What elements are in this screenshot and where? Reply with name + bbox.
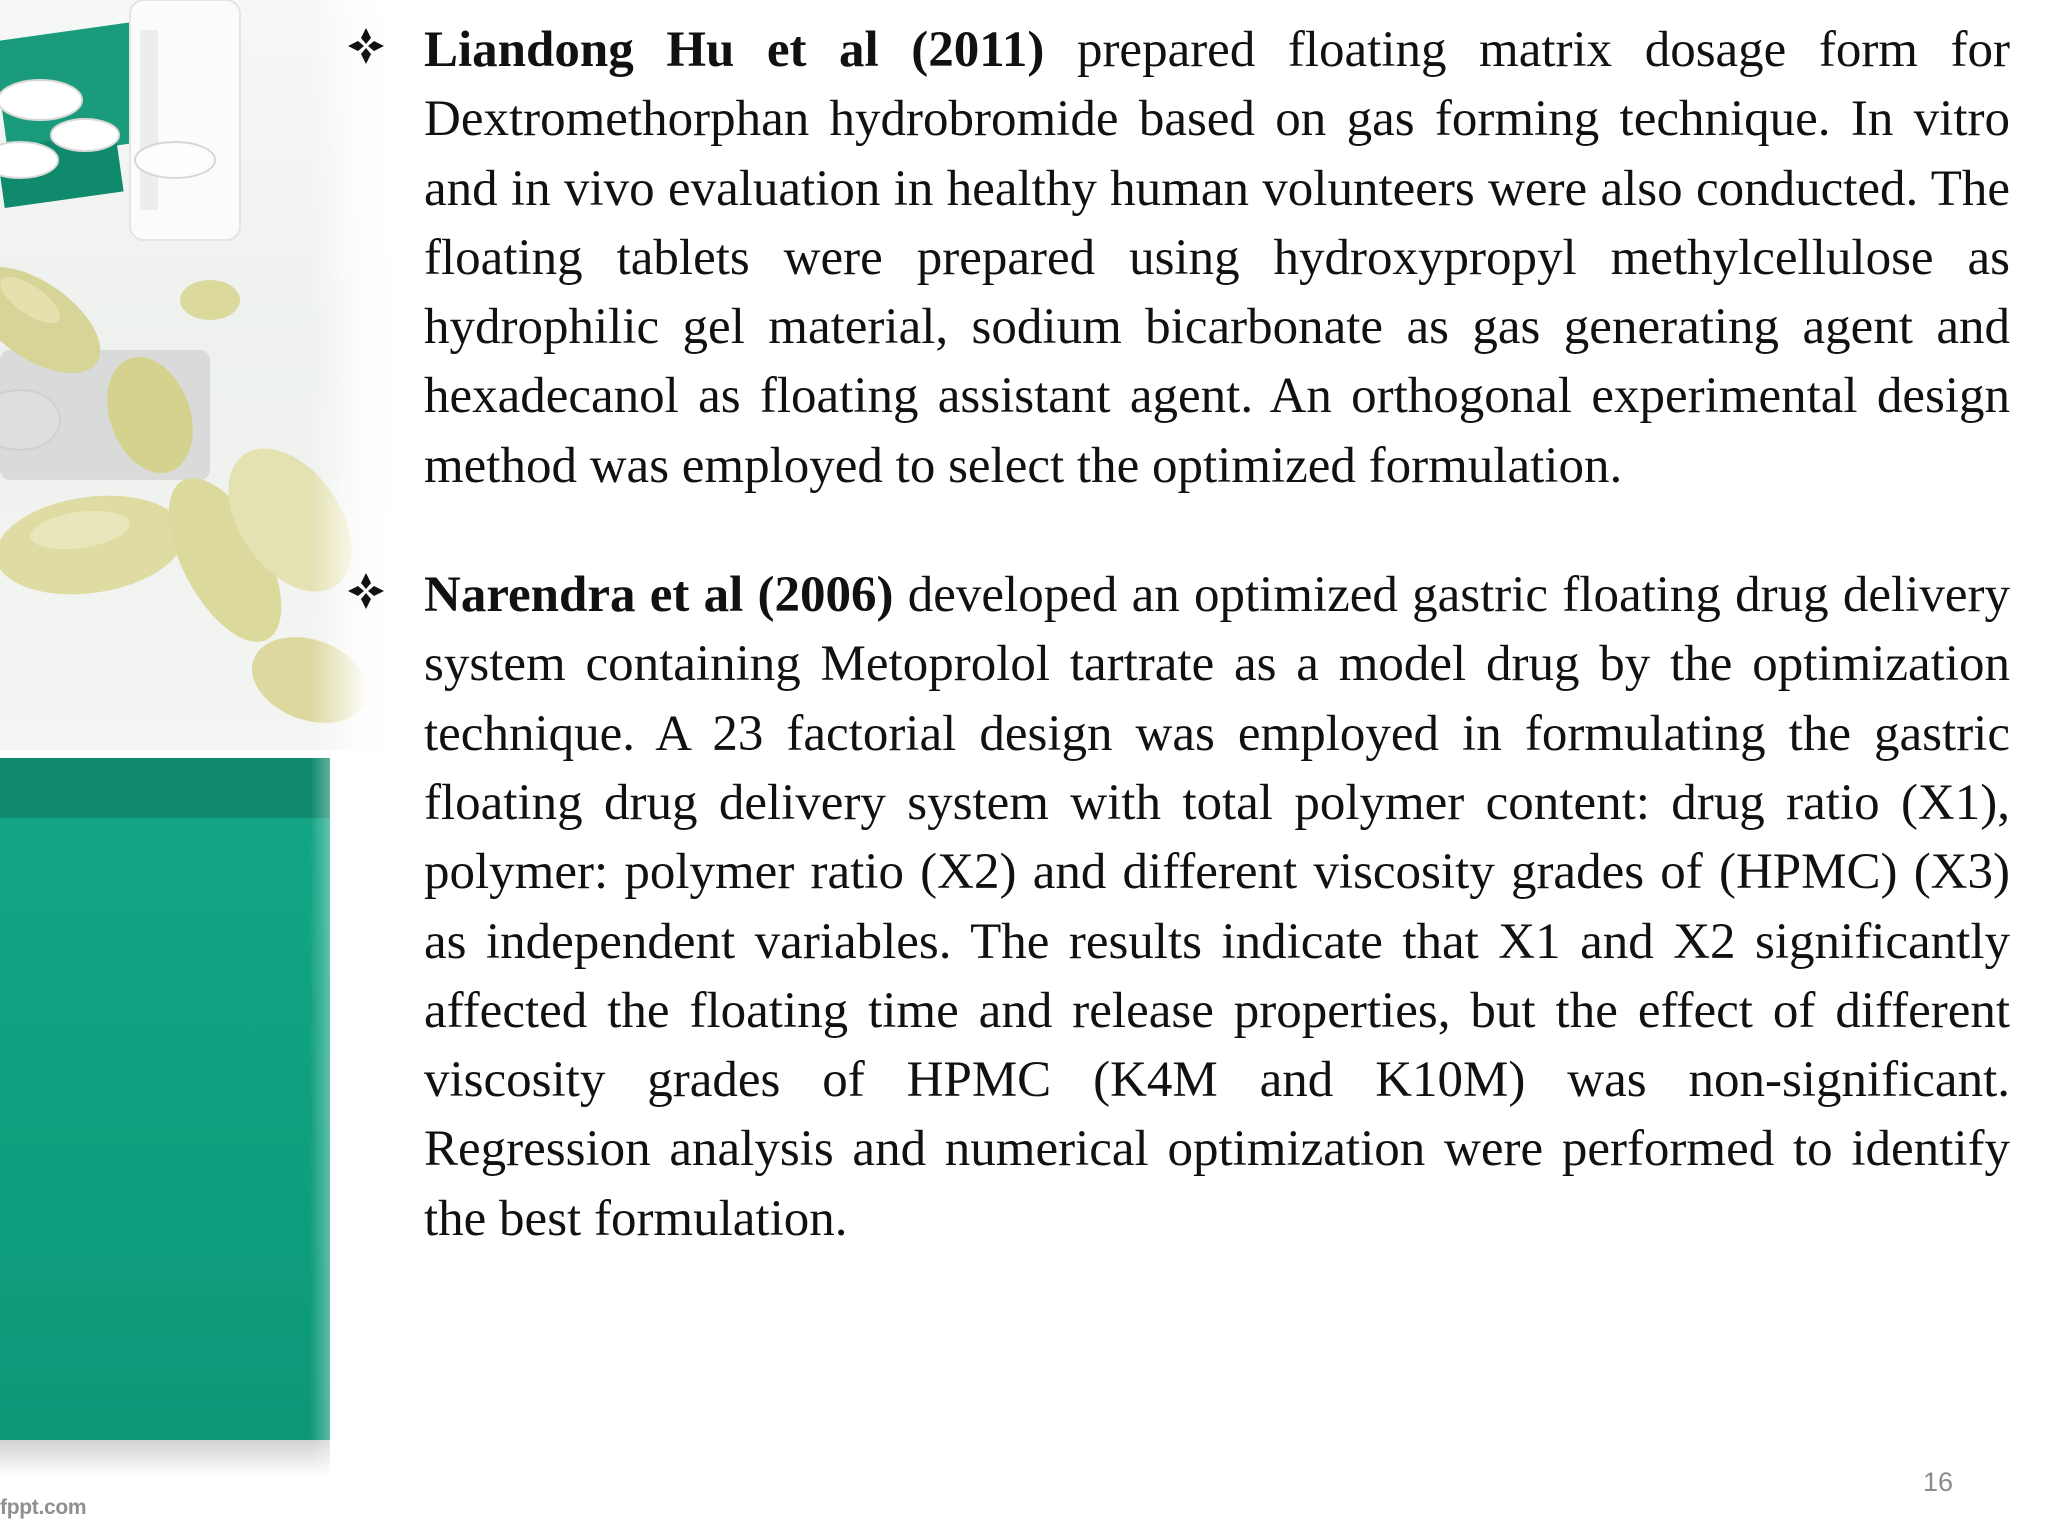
page-number: 16 [1922, 1467, 1953, 1497]
fppt-logo: fppt.com [0, 1496, 87, 1519]
bullet-paragraph [424, 561, 2010, 1254]
bullet-lead: Narendra et al (2006) [424, 567, 894, 624]
bullet-body: prepared floating matrix dosage form for Dextromethorphan hydrobromide based on gas forming technique. In vitro and in vivo evaluation in healthy human volunteers were also conducted. The floating tablets were prepared using hydroxypropyl methylcellulose as hydrophilic gel material, sodium bicarbonate as gas generating agent and hexadecanol as floating assistant agent. An orthogonal experimental design method was employed to select the optimized formulation. [424, 22, 2010, 494]
slide-content [340, 16, 2010, 1314]
teal-band [0, 758, 330, 818]
bullet-paragraph [424, 16, 2010, 501]
bullet-item [340, 561, 2010, 1254]
bullet-body: developed an optimized gastric floating drug delivery system containing Metoprolol tartrate as a model drug by the optimization technique. A 23 factorial design was employed in formulating the gastric floating drug delivery system with total polymer content: drug ratio (X1), polymer: polymer ratio (X2) and different viscosity grades of (HPMC) (X3) as independent variables. The results indicate that X1 and X2 significantly affected the floating time and release properties, but the effect of different viscosity grades of HPMC (K4M and K10M) was non-significant. Regression analysis and numerical optimization were performed to identify the best formulation. [424, 567, 2010, 1247]
bullet-item [340, 16, 2010, 501]
teal-block [0, 818, 330, 1440]
teal-shadow [0, 1440, 330, 1476]
diamond-bullet-icon [346, 26, 386, 66]
bullet-lead: Liandong Hu et al (2011) [424, 22, 1045, 78]
diamond-bullet-icon [346, 571, 386, 611]
